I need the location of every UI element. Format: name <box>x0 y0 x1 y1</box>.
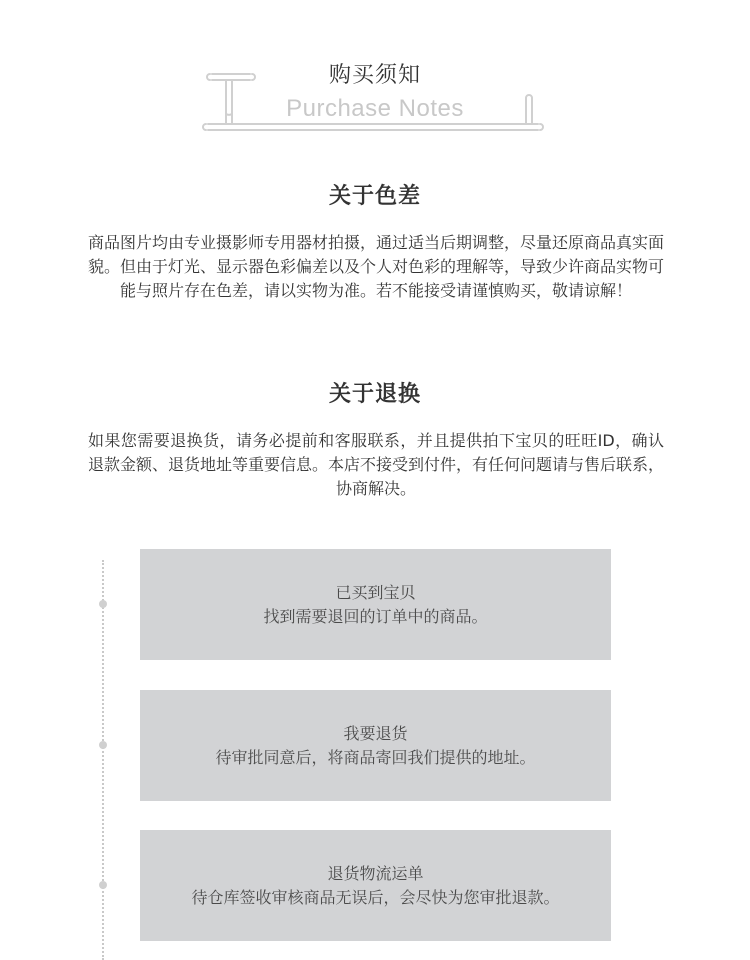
step-title: 已买到宝贝 <box>335 582 416 602</box>
timeline-dot <box>99 741 107 749</box>
page-title: 购买须知 <box>328 63 421 88</box>
step-title: 我要退货 <box>343 723 408 743</box>
step-card-purchased <box>140 549 611 660</box>
timeline-dot <box>99 881 107 889</box>
section-text-color-difference: 商品图片均由专业摄影师专用器材拍摄，通过适当后期调整，尽量还原商品真实面貌。但由于灯光、显示器色彩偏差以及个人对色彩的理解等，导致少许商品实物可能与照片存在色差，请以实物为准。若不能接受请谨慎购买，敬请谅解！ <box>88 233 665 300</box>
step-card-return-request <box>140 690 611 801</box>
section-text-returns: 如果您需要退换货，请务必提前和客服联系，并且提供拍下宝贝的旺旺ID，确认退款金额、退货地址等重要信息。本店不接受到付件，有任何问题请与售后联系，协商解决。 <box>88 431 665 498</box>
step-description: 待仓库签收审核商品无误后，会尽快为您审批退款。 <box>191 887 560 907</box>
step-title: 退货物流运单 <box>327 863 424 883</box>
section-title-color-difference: 关于色差 <box>328 184 421 209</box>
page-subtitle: Purchase Notes <box>286 95 464 122</box>
step-description: 待审批同意后，将商品寄回我们提供的地址。 <box>215 747 536 767</box>
section-title-returns: 关于退换 <box>328 382 421 407</box>
step-description: 找到需要退回的订单中的商品。 <box>263 606 488 626</box>
timeline-dot <box>99 600 107 608</box>
step-card-return-shipping <box>140 830 611 941</box>
purchase-notes-header <box>0 0 750 150</box>
timeline-line <box>102 560 104 960</box>
